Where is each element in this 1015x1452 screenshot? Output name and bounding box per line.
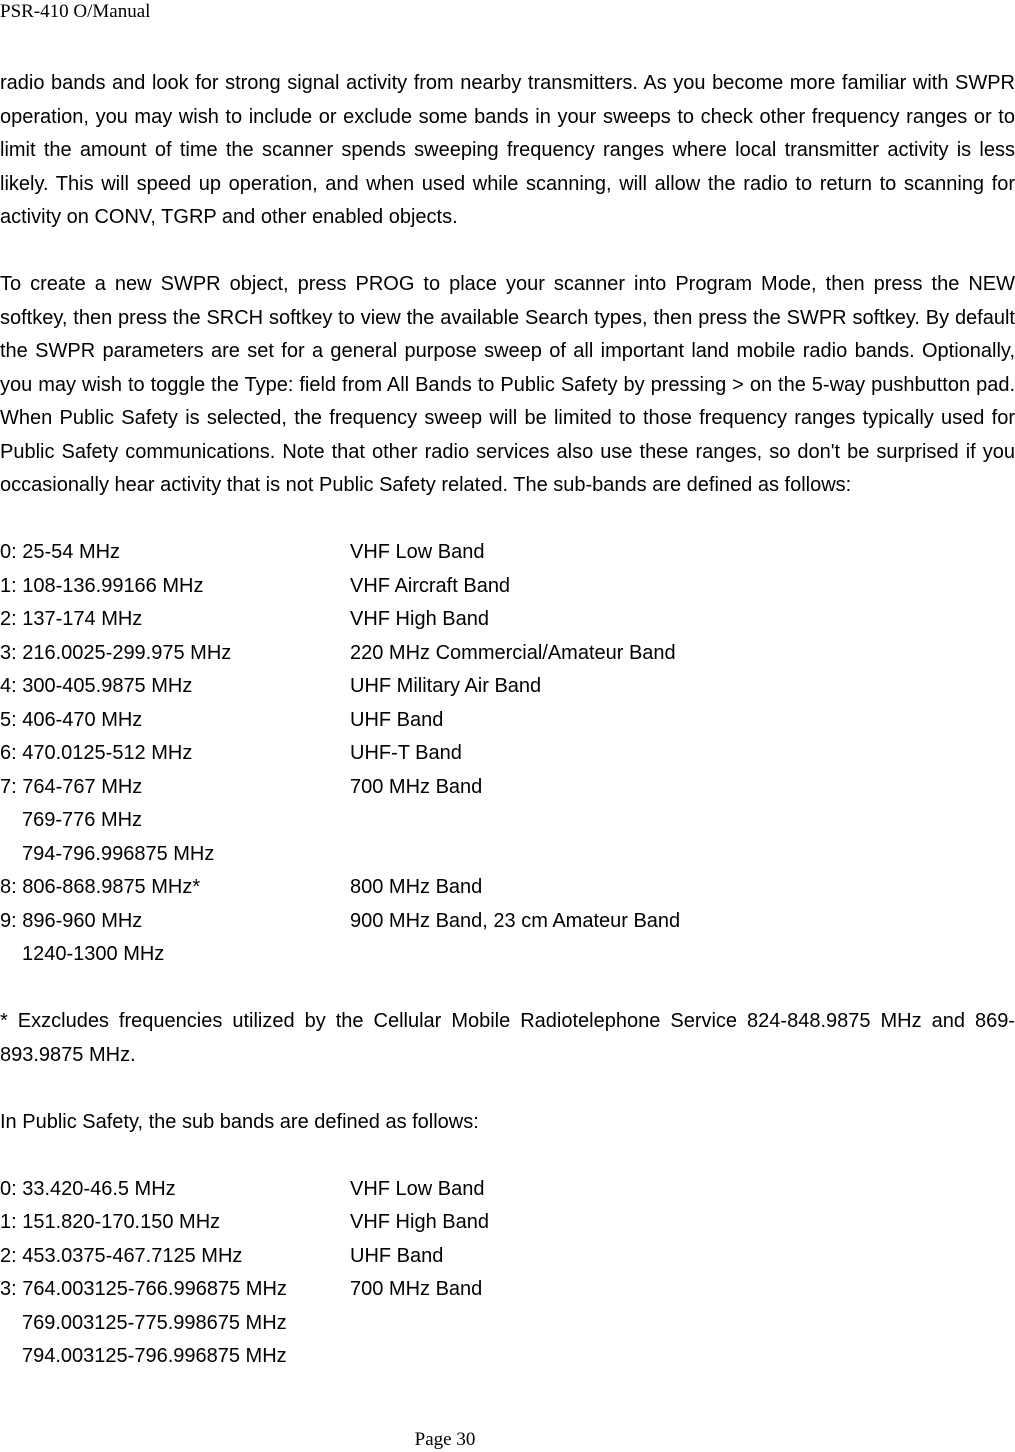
page-content — [0, 67, 1015, 1374]
band-row — [0, 637, 1015, 671]
band-frequency: 769.003125-775.998675 MHz — [22, 1311, 287, 1334]
paragraph-create-swpr: To create a new SWPR object, press PROG to place your scanner into Program Mode, then press the NEW softkey, then press the SRCH softkey to view the available Search types, then press the SWPR softkey. By default the SWPR parameters are set for a general purpose sweep of all important land mobile radio bands. Optionally, you may wish to toggle the Type: field from All Bands to Public Safety by pressing > on the 5-way pushbutton pad. When Public Safety is selected, the frequency sweep will be limited to those frequency ranges typically used for Public Safety communications. Note that other radio services also use these ranges, so don't be surprised if you occasionally hear activity that is not Public Safety related. The sub-bands are defined as follows: — [0, 273, 1015, 496]
band-row — [0, 1273, 1015, 1307]
band-description: VHF Low Band — [350, 1177, 485, 1200]
band-frequency: 794.003125-796.996875 MHz — [22, 1345, 287, 1367]
band-frequency: 9: 896-960 MHz — [0, 909, 143, 932]
band-row — [0, 838, 1015, 872]
band-row — [0, 871, 1015, 905]
public-safety-bands-list — [0, 1173, 1015, 1374]
band-row — [0, 737, 1015, 771]
band-row — [0, 1240, 1015, 1274]
band-frequency: 6: 470.0125-512 MHz — [0, 742, 193, 764]
band-row — [0, 1173, 1015, 1207]
band-row — [0, 1206, 1015, 1240]
band-frequency: 0: 25-54 MHz — [0, 541, 121, 563]
page-header: PSR-410 O/Manual — [0, 1, 151, 22]
band-description: VHF High Band — [350, 608, 489, 630]
spacer — [0, 972, 1015, 1006]
band-description: 700 MHz Band — [350, 1278, 483, 1300]
band-frequency: 2: 453.0375-467.7125 MHz — [0, 1244, 243, 1267]
band-frequency: 7: 764-767 MHz — [0, 775, 143, 798]
band-description: 700 MHz Band — [350, 775, 483, 798]
band-frequency: 0: 33.420-46.5 MHz — [0, 1177, 176, 1200]
band-description: 220 MHz Commercial/Amateur Band — [350, 641, 676, 664]
band-row — [0, 1307, 1015, 1341]
band-row — [0, 1340, 1015, 1374]
paragraph-swpr-intro: radio bands and look for strong signal activity from nearby transmitters. As you become more familiar with SWPR operation, you may wish to include or exclude some bands in your sweeps to check other frequency ranges or to limit the amount of time the scanner spends sweeping frequency ranges where local transmitter activity is less likely. This will speed up operation, and when used while scanning, will allow the radio to return to scanning for activity on CONV, TGRP and other enabled objects. — [0, 72, 1015, 228]
band-description: 900 MHz Band, 23 cm Amateur Band — [350, 909, 681, 932]
band-row — [0, 670, 1015, 704]
page-number: Page 30 — [414, 1429, 476, 1450]
band-frequency: 1240-1300 MHz — [22, 943, 165, 965]
band-description: UHF Band — [350, 708, 444, 731]
band-frequency: 3: 216.0025-299.975 MHz — [0, 641, 232, 664]
band-frequency: 5: 406-470 MHz — [0, 708, 143, 731]
spacer — [0, 503, 1015, 537]
band-description: VHF High Band — [350, 1211, 489, 1233]
band-frequency: 2: 137-174 MHz — [0, 608, 143, 630]
band-row — [0, 570, 1015, 604]
band-row — [0, 536, 1015, 570]
paragraph-public-safety-intro: In Public Safety, the sub bands are defined as follows: — [0, 1110, 479, 1133]
band-row — [0, 771, 1015, 805]
band-frequency: 4: 300-405.9875 MHz — [0, 675, 193, 697]
band-description: VHF Aircraft Band — [350, 574, 511, 597]
band-row — [0, 905, 1015, 939]
band-description: 800 MHz Band — [350, 876, 483, 898]
band-description: UHF Military Air Band — [350, 675, 542, 697]
band-frequency: 769-776 MHz — [22, 809, 143, 831]
band-frequency: 8: 806-868.9875 MHz* — [0, 876, 201, 898]
band-frequency: 1: 151.820-170.150 MHz — [0, 1211, 221, 1233]
band-description: UHF Band — [350, 1244, 444, 1267]
band-frequency: 3: 764.003125-766.996875 MHz — [0, 1278, 287, 1300]
band-frequency: 794-796.996875 MHz — [22, 842, 215, 865]
spacer — [0, 235, 1015, 269]
all-bands-list — [0, 536, 1015, 972]
paragraph-footnote: * Exzcludes frequencies utilized by the Cellular Mobile Radiotelephone Service 824-848.9875 MHz and 869-893.9875 MHz. — [0, 1010, 1015, 1066]
spacer — [0, 1072, 1015, 1106]
band-frequency: 1: 108-136.99166 MHz — [0, 574, 204, 597]
band-row — [0, 804, 1015, 838]
band-row — [0, 704, 1015, 738]
band-row — [0, 938, 1015, 972]
band-row — [0, 603, 1015, 637]
band-description: VHF Low Band — [350, 541, 485, 563]
spacer — [0, 1139, 1015, 1173]
band-description: UHF-T Band — [350, 742, 462, 764]
